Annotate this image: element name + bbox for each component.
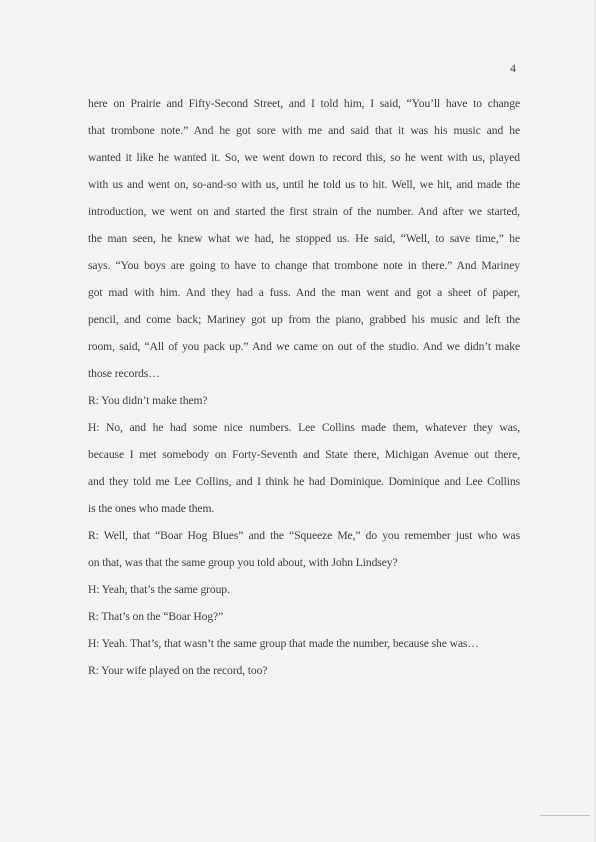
transcript-line: and they told me Lee Collins, and I think he had Dominique. Dominique and Lee Collins [88,475,520,488]
transcript-line: here on Prairie and Fifty-Second Street, and I told him, I said, “You’ll have to change [88,97,520,110]
transcript-line: that trombone note.” And he got sore with me and said that it was his music and he [88,124,520,137]
transcript-line: got mad with him. And they had a fuss. And the man went and got a sheet of paper, [88,286,520,299]
transcript-line: with us and went on, so-and-so with us, until he told us to hit. Well, we hit, and made the [88,178,520,191]
transcript-line: those records… [88,367,160,380]
transcript-line: R: Well, that “Boar Hog Blues” and the “Squeeze Me,” do you remember just who was [88,529,520,542]
transcript-line: wanted it like he wanted it. So, we went down to record this, so he went with us, played [88,151,520,164]
transcript-line: pencil, and come back; Mariney got up from the piano, grabbed his music and left the [88,313,520,326]
transcript-body [88,94,520,688]
transcript-line: says. “You boys are going to have to change that trombone note in there.” And Mariney [88,259,520,272]
transcript-line: the man seen, he knew what we had, he stopped us. He said, “Well, to save time,” he [88,232,520,245]
transcript-line: introduction, we went on and started the first strain of the number. And after we started, [88,205,520,218]
transcript-line: on that, was that the same group you told about, with John Lindsey? [88,556,398,569]
transcript-line: room, said, “All of you pack up.” And we came on out of the studio. And we didn’t make [88,340,520,353]
scan-mark [540,815,590,816]
transcript-line: because I met somebody on Forty-Seventh and State there, Michigan Avenue out there, [88,448,520,461]
page-number: 4 [510,61,516,75]
transcript-line: R: You didn’t make them? [88,394,208,407]
transcript-line: H: No, and he had some nice numbers. Lee Collins made them, whatever they was, [88,421,520,434]
transcript-line: H: Yeah. That’s, that wasn’t the same group that made the number, because she was… [88,637,479,650]
transcript-line: H: Yeah, that’s the same group. [88,583,230,596]
transcript-line: is the ones who made them. [88,502,215,515]
transcript-line: R: Your wife played on the record, too? [88,664,268,677]
transcript-line: R: That’s on the “Boar Hog?” [88,610,224,623]
